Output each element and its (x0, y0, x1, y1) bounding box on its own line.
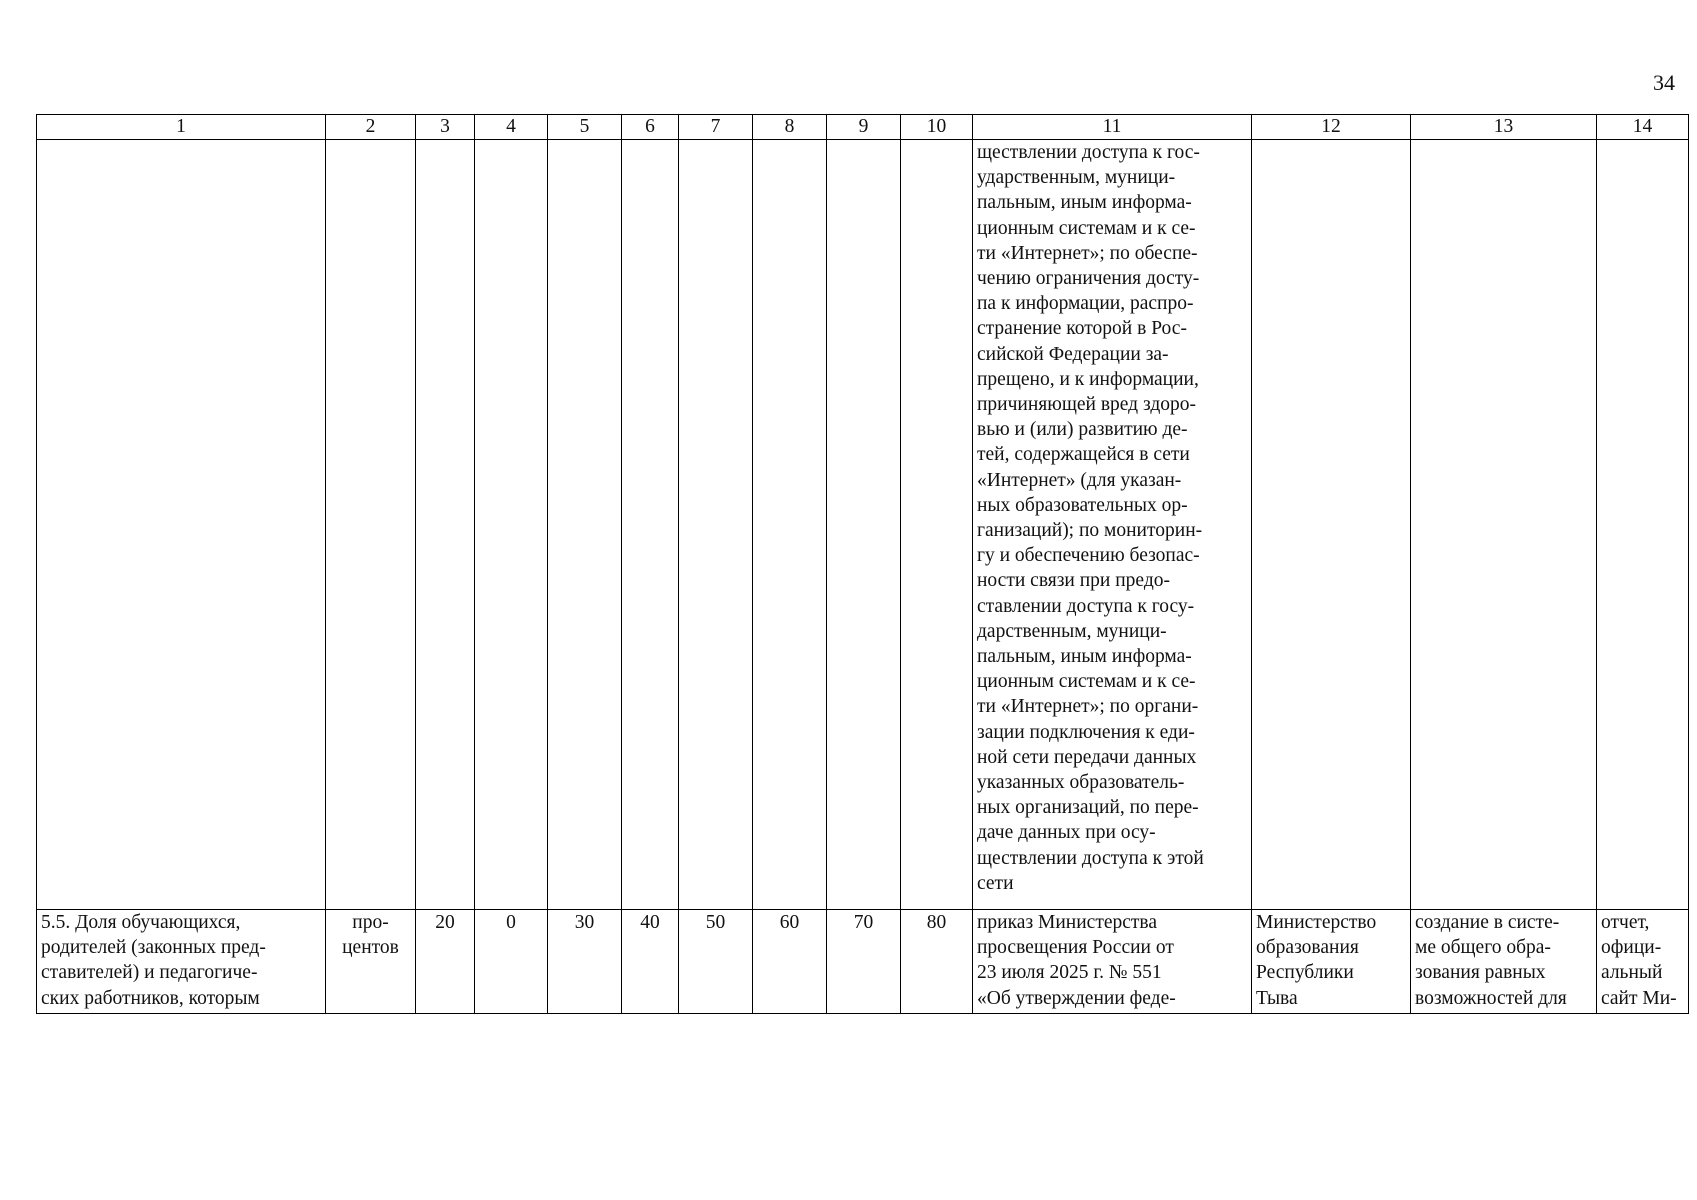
text-line: ционным системам и к се- (977, 671, 1196, 693)
text-line: ти «Интернет»; по обеспе- (977, 242, 1198, 264)
column-header-3: 3 (416, 115, 475, 140)
legal-basis-text (977, 140, 1247, 896)
column-header-8: 8 (753, 115, 827, 140)
text-line: приказ Министерства (977, 912, 1158, 933)
responsible-body-text (1256, 910, 1406, 1011)
page-number: 34 (1653, 70, 1675, 95)
text-line: ставителей) и педагогиче- (41, 962, 258, 984)
goal-text (1415, 910, 1592, 1011)
text-line: отчет, (1601, 912, 1650, 933)
text-line: чению ограничения досту- (977, 268, 1200, 290)
text-line: просвещения России от (977, 937, 1174, 959)
text-line: сети (977, 872, 1014, 894)
value-col4: 0 (475, 910, 548, 1014)
legal-basis-cell (973, 910, 1252, 1014)
text-line: ти «Интернет»; по органи- (977, 696, 1199, 718)
column-header-12: 12 (1252, 115, 1411, 140)
text-line: ности связи при предо- (977, 570, 1170, 592)
column-header-11: 11 (973, 115, 1252, 140)
text-line: родителей (законных пред- (41, 937, 266, 959)
text-line: вью и (или) развитию де- (977, 419, 1188, 441)
text-line: «Интернет» (для указан- (977, 469, 1182, 491)
text-line: «Об утверждении феде- (977, 987, 1176, 1009)
value-col8: 60 (753, 910, 827, 1014)
text-line: ставлении доступа к госу- (977, 595, 1195, 617)
source-text (1601, 910, 1684, 1011)
text-line: зования равных (1415, 962, 1546, 984)
text-line: создание в систе- (1415, 912, 1560, 933)
responsible-body-cell (1252, 910, 1411, 1014)
text-line: Министерство (1256, 912, 1377, 933)
cell-empty (475, 140, 548, 910)
text-line: причиняющей вред здоро- (977, 394, 1196, 416)
cell-empty (622, 140, 679, 910)
indicator-name-text (41, 910, 321, 1011)
column-header-9: 9 (827, 115, 901, 140)
text-line: альный (1601, 962, 1663, 984)
column-header-13: 13 (1411, 115, 1597, 140)
text-line: ществлении доступа к этой (977, 847, 1204, 869)
continuation-row (37, 140, 1689, 910)
indicators-table (36, 114, 1689, 1014)
text-line: ударственным, муници- (977, 167, 1176, 189)
text-line: указанных образователь- (977, 772, 1185, 794)
text-line: ских работников, которым (41, 987, 260, 1009)
unit-cell (326, 910, 416, 1014)
text-line: зации подключения к еди- (977, 721, 1195, 743)
text-line: ществлении доступа к гос- (977, 142, 1200, 163)
text-line: ционным системам и к се- (977, 217, 1196, 239)
cell-empty (548, 140, 622, 910)
text-line: сайт Ми- (1601, 987, 1677, 1009)
cell-empty (1252, 140, 1411, 910)
text-line: па к информации, распро- (977, 293, 1194, 315)
text-line: сийской Федерации за- (977, 343, 1169, 365)
text-line: ной сети передачи данных (977, 746, 1197, 768)
text-line: образования (1256, 937, 1359, 959)
text-line: 5.5. Доля обучающихся, (41, 912, 241, 933)
cell-empty (37, 140, 326, 910)
text-line: ганизаций); по мониторин- (977, 520, 1203, 542)
cell-empty (901, 140, 973, 910)
cell-empty (753, 140, 827, 910)
value-col6: 40 (622, 910, 679, 1014)
cell-empty (827, 140, 901, 910)
column-header-5: 5 (548, 115, 622, 140)
cell-empty (326, 140, 416, 910)
text-line: Республики (1256, 962, 1354, 984)
indicator-row-5-5 (37, 910, 1689, 1014)
cell-empty (1411, 140, 1597, 910)
text-line: дарственным, муници- (977, 620, 1167, 642)
text-line: ных организаций, по пере- (977, 797, 1199, 819)
text-line: прещено, и к информации, (977, 368, 1199, 390)
text-line: странение которой в Рос- (977, 318, 1187, 340)
column-number-header-row (37, 115, 1689, 140)
text-line: даче данных при осу- (977, 822, 1156, 844)
text-line: 23 июля 2025 г. № 551 (977, 962, 1162, 984)
text-line: гу и обеспечению безопас- (977, 545, 1200, 567)
cell-empty (416, 140, 475, 910)
text-line: центов (342, 937, 399, 959)
text-line: возможностей для (1415, 987, 1567, 1009)
legal-basis-text (977, 910, 1247, 1011)
column-header-7: 7 (679, 115, 753, 140)
text-line: ных образовательных ор- (977, 494, 1188, 516)
text-line: Тыва (1256, 987, 1298, 1009)
legal-basis-continuation-cell (973, 140, 1252, 910)
value-col3: 20 (416, 910, 475, 1014)
value-col10: 80 (901, 910, 973, 1014)
text-line: офици- (1601, 937, 1662, 959)
goal-cell (1411, 910, 1597, 1014)
unit-text (330, 910, 411, 960)
value-col5: 30 (548, 910, 622, 1014)
value-col7: 50 (679, 910, 753, 1014)
text-line: пальным, иным информа- (977, 192, 1192, 214)
text-line: про- (352, 912, 389, 933)
column-header-2: 2 (326, 115, 416, 140)
column-header-1: 1 (37, 115, 326, 140)
cell-empty (1597, 140, 1689, 910)
text-line: пальным, иным информа- (977, 646, 1192, 668)
text-line: ме общего обра- (1415, 937, 1551, 959)
column-header-6: 6 (622, 115, 679, 140)
text-line: тей, содержащейся в сети (977, 444, 1190, 466)
indicator-name-cell (37, 910, 326, 1014)
cell-empty (679, 140, 753, 910)
column-header-10: 10 (901, 115, 973, 140)
value-col9: 70 (827, 910, 901, 1014)
source-cell (1597, 910, 1689, 1014)
column-header-14: 14 (1597, 115, 1689, 140)
column-header-4: 4 (475, 115, 548, 140)
